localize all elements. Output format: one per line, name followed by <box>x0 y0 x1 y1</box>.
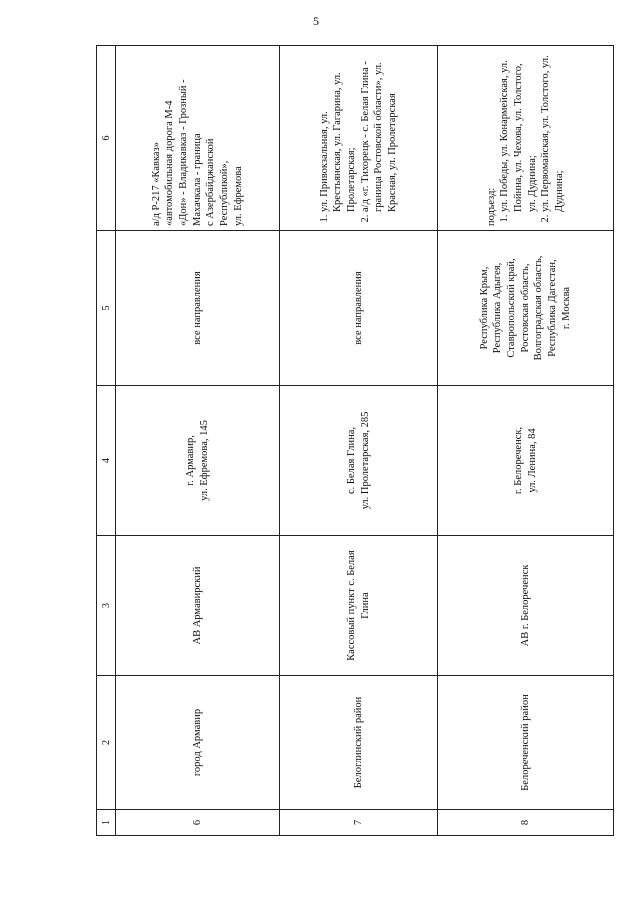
address-line: с. Белая Глина, <box>345 427 357 494</box>
route-cell <box>438 46 614 231</box>
route-list-item: 2. а/д «г. Тихорецк - с. Белая Глина - граница Ростовской области», ул. Красная, ул. Пролетарская <box>359 50 400 212</box>
table-row <box>280 46 438 836</box>
table-row <box>116 46 280 836</box>
directions-cell <box>438 231 614 386</box>
route-line: а/д Р-217 «Кавказ» <box>150 142 162 226</box>
col-header-5: 5 <box>97 231 116 386</box>
station-cell: Кассовый пункт с. Белая Глина <box>280 536 438 676</box>
route-table <box>96 45 614 836</box>
direction-line: Республика Дагестан, <box>546 259 558 357</box>
row-number: 7 <box>280 810 438 836</box>
direction-line: все направления <box>191 271 203 345</box>
direction-line: Волгоградская область, <box>533 255 545 361</box>
route-intro: подъезд: <box>485 187 497 226</box>
address-cell <box>280 386 438 536</box>
address-line: ул. Пролетарская, 285 <box>359 411 371 510</box>
row-number: 8 <box>438 810 614 836</box>
address-line: г. Белореченск, <box>512 426 524 495</box>
address-cell <box>116 386 280 536</box>
route-cell <box>280 46 438 231</box>
direction-line: Ставропольский край, <box>506 258 518 358</box>
route-line: с Азербайджанской <box>205 138 217 226</box>
district-cell: город Армавир <box>116 676 280 810</box>
address-line: г. Армавир, <box>184 435 196 486</box>
district-cell: Белоглинский район <box>280 676 438 810</box>
route-line: ул. Ефремова <box>232 166 244 226</box>
col-header-6: 6 <box>97 46 116 231</box>
col-header-4: 4 <box>97 386 116 536</box>
district-cell: Белореченский район <box>438 676 614 810</box>
directions-cell <box>116 231 280 386</box>
rotated-table-container <box>96 46 612 836</box>
direction-line: Республика Адыгея, <box>492 262 504 354</box>
route-line: Республикой», <box>218 160 230 226</box>
route-list-item: 2. ул. Первомайская, ул. Толстого, ул. Дуднина; <box>539 50 566 212</box>
page-number: 5 <box>313 14 319 28</box>
directions-cell <box>280 231 438 386</box>
route-line: «Дон» - Владикавказ - Грозный - <box>178 79 190 226</box>
direction-line: Ростовская область, <box>519 263 531 353</box>
route-list-item: 1. ул. Победы, ул. Конармейская, ул. Пойнна, ул. Чехова, ул. Толстого, ул. Дуднина; <box>498 50 539 212</box>
col-header-2: 2 <box>97 676 116 810</box>
address-line: ул. Ефремова, 145 <box>198 420 210 501</box>
route-list-item: 1. ул. Привокзальная, ул. Крестьянская, ул. Гагарина, ул. Пролетарская; <box>318 50 359 212</box>
station-cell: АВ г. Белореченск <box>438 536 614 676</box>
col-header-1: 1 <box>97 810 116 836</box>
route-line: «автомобильная дорога М-4 <box>164 100 176 226</box>
direction-line: все направления <box>352 271 364 345</box>
route-list <box>498 50 566 226</box>
route-list <box>318 50 400 226</box>
direction-line: Республика Крым, <box>478 266 490 350</box>
direction-line: г. Москва <box>560 286 572 330</box>
address-cell <box>438 386 614 536</box>
station-cell: АВ Армавирский <box>116 536 280 676</box>
table-row <box>438 46 614 836</box>
address-line: ул. Ленина, 84 <box>526 428 538 493</box>
col-header-3: 3 <box>97 536 116 676</box>
row-number: 6 <box>116 810 280 836</box>
route-cell <box>116 46 280 231</box>
header-row <box>97 46 116 836</box>
route-line: Махачкала - граница <box>191 133 203 226</box>
